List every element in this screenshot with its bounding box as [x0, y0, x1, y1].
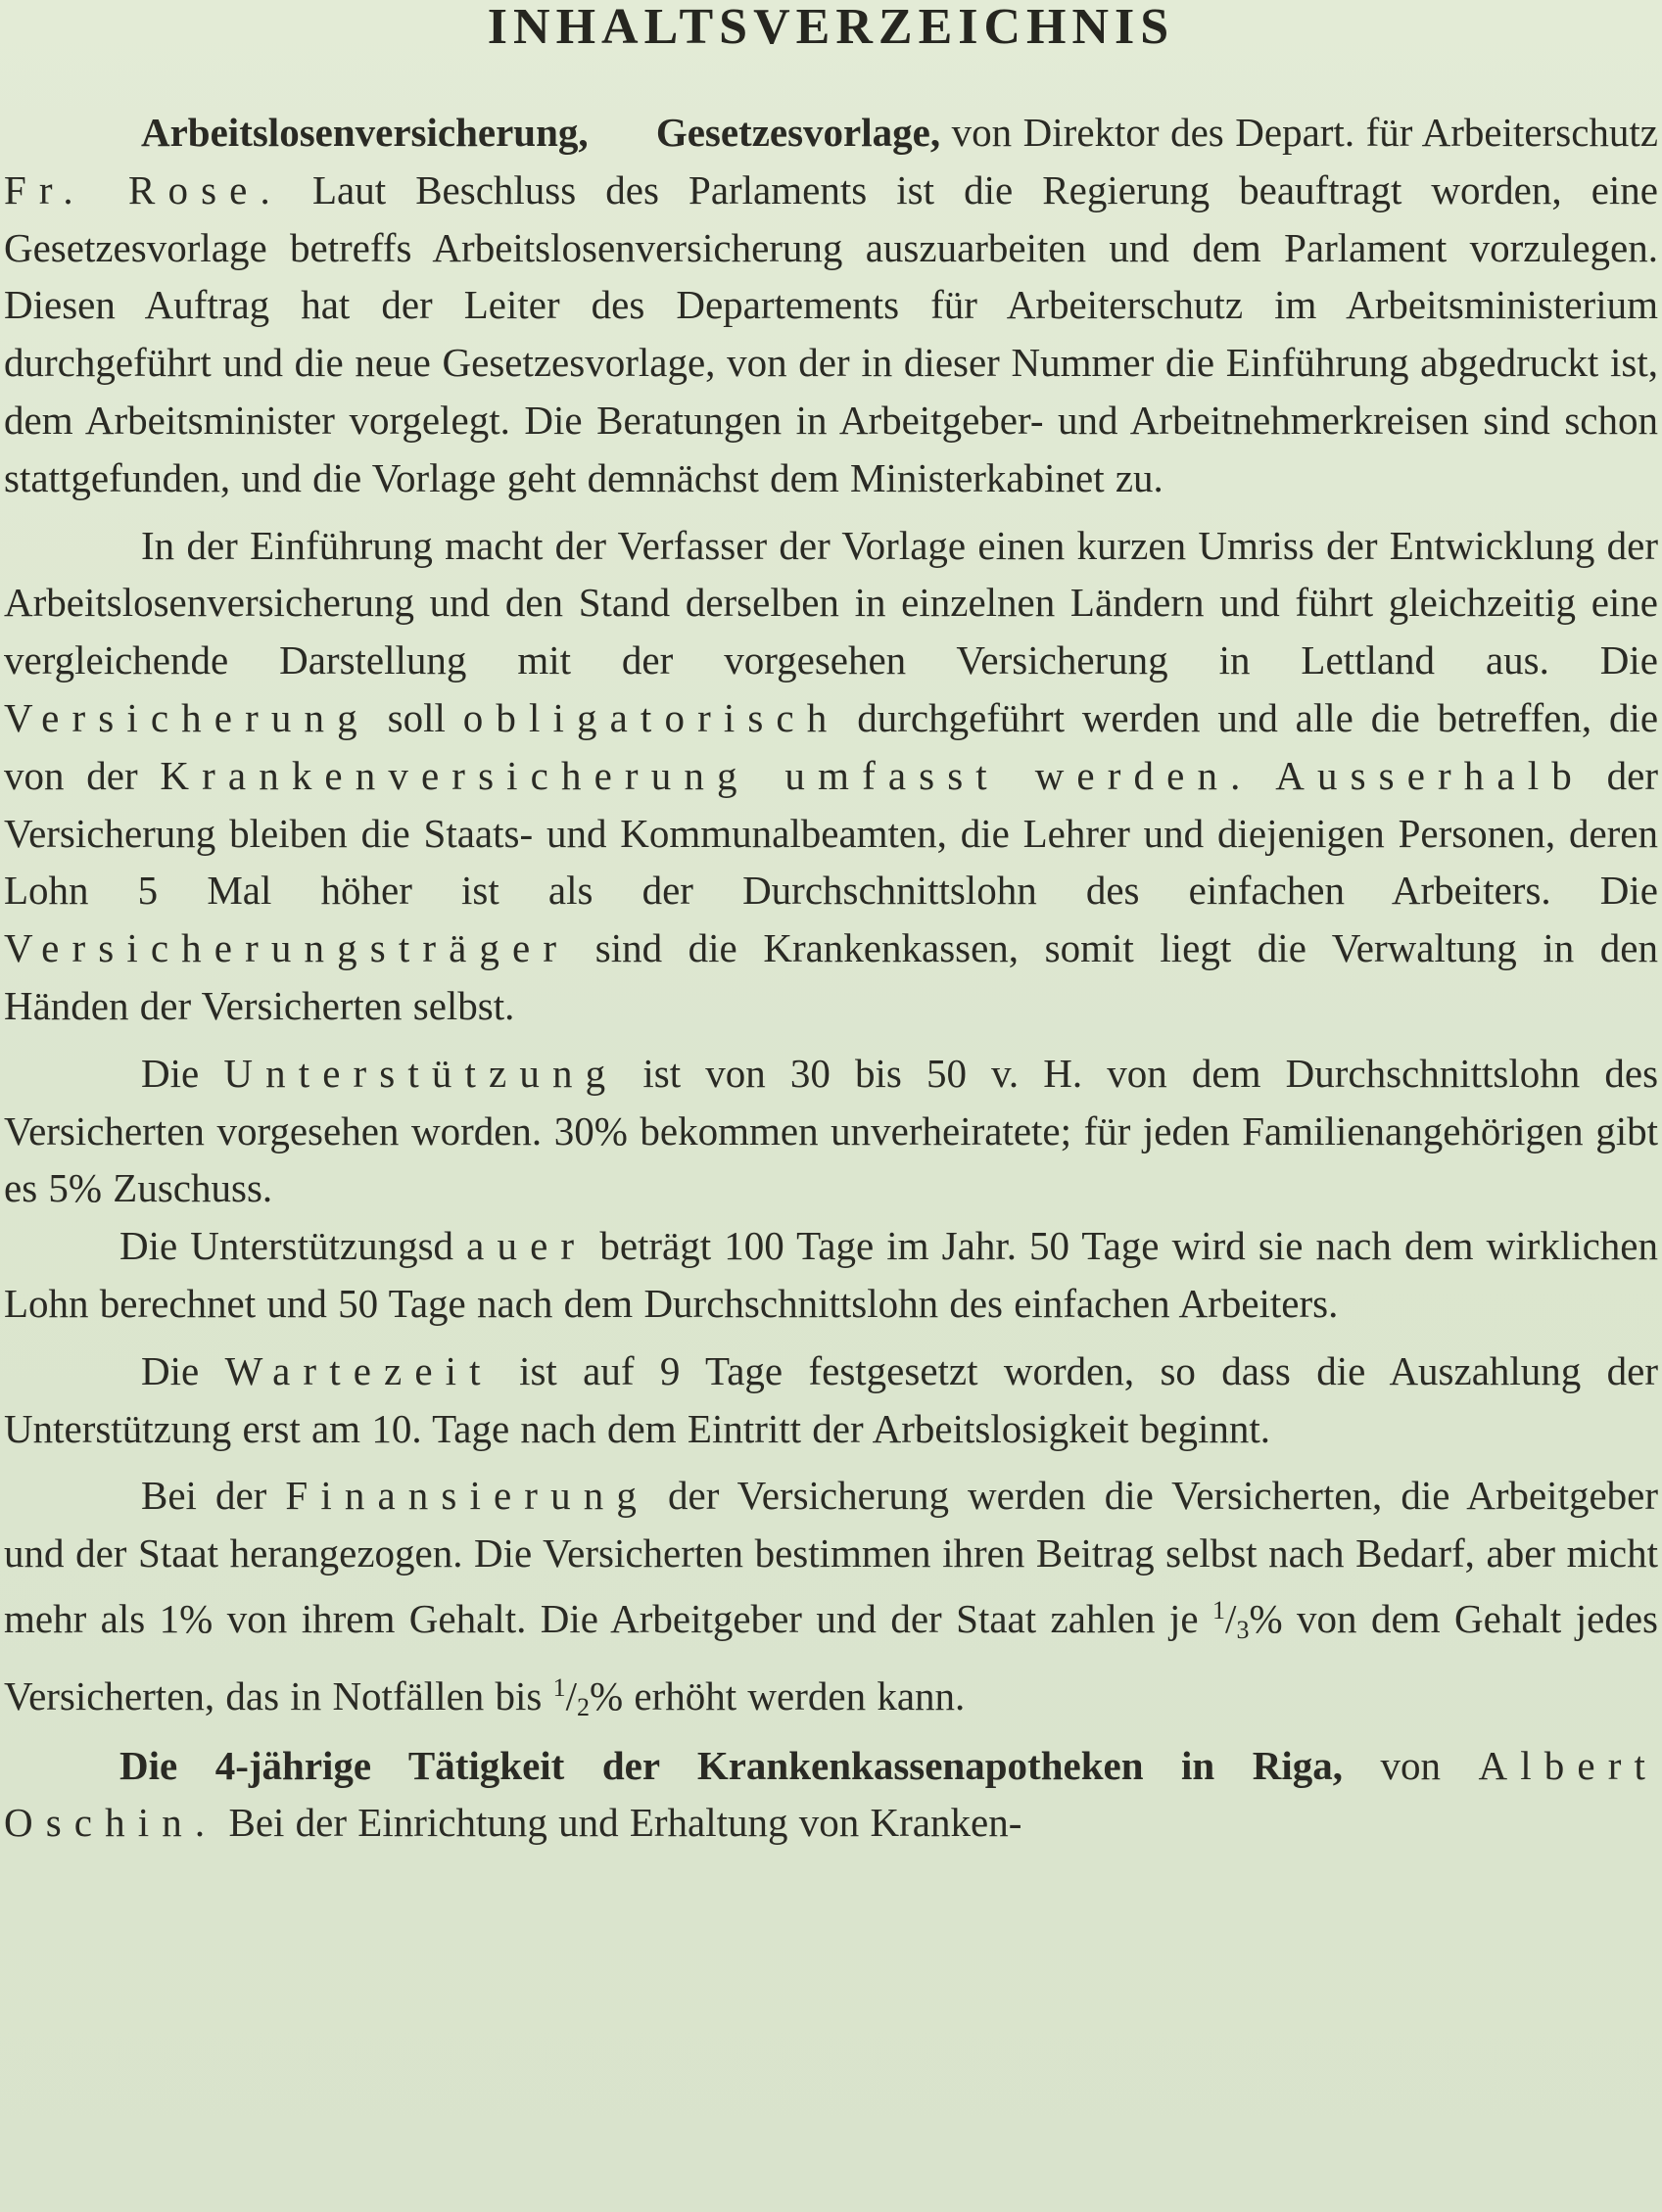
- spaced-term: dauer: [433, 1223, 588, 1269]
- text-run: soll: [387, 694, 446, 740]
- text-run: sind die Krankenkassen, somit liegt die Verwaltung in den Händen der Versicherten selbst.: [4, 925, 1659, 1028]
- text-run: beträgt 100 Tage im Jahr. 50 Tage wird sie nach dem wirklichen Lohn berechnet und 50 Tage nach dem Durchschnittslohn des einfachen Arbeiters.: [4, 1223, 1659, 1326]
- paragraph-dauer: [4, 1217, 1658, 1333]
- page-title: INHALTSVERZEICHNIS: [487, 0, 1175, 55]
- author-name: Fr. Rose.: [4, 166, 283, 212]
- article-heading-sub: Gesetzesvorlage,: [655, 110, 941, 155]
- spaced-term: Unterstützung: [223, 1050, 619, 1096]
- author-name: Albert Oschin.: [4, 1742, 1659, 1846]
- fraction-denominator: 3: [1236, 1615, 1250, 1644]
- spaced-term: obligatorisch: [462, 694, 840, 740]
- spaced-term: Krankenversicherung umfasst werden.: [160, 752, 1254, 798]
- paragraph-finansierung: [4, 1467, 1658, 1736]
- text-run: Die: [141, 1050, 200, 1096]
- fraction-one-third: $^1/_3$: [1212, 1595, 1250, 1644]
- paragraph-arbeitslosenversicherung: [4, 104, 1658, 507]
- spaced-term: Versicherungsträger: [4, 925, 570, 971]
- spaced-term: Wartezeit: [224, 1347, 494, 1393]
- text-run: der Versicherung werden die Versicherten, die Arbeitgeber und der Staat herangezogen. Die Versicherten bestimmen ihren Beitrag selbst nach Bedarf, aber micht mehr als 1% von ihrem Gehalt. Die Arbeitgeber und der Staat zahlen je: [4, 1473, 1659, 1641]
- fraction-numerator: 1: [552, 1672, 566, 1702]
- spaced-term: Ausserhalb: [1275, 752, 1585, 798]
- author-intro: von Direktor des Depart. für Arbeiterschutz: [951, 110, 1658, 155]
- spaced-term: Versicherung: [4, 694, 370, 740]
- fraction-numerator: 1: [1212, 1595, 1226, 1624]
- article-heading: Arbeitslosenversicherung,: [141, 110, 589, 155]
- text-run: ist von 30 bis 50 v. H. von dem Durchschnittslohn des Versicherten vorgesehen worden. 30% bekommen unverheiratete; für jeden Familienangehörigen gibt es 5% Zuschuss.: [4, 1050, 1659, 1211]
- text-run: ist auf 9 Tage festgesetzt worden, so dass die Auszahlung der Unterstützung erst am 10. Tage nach dem Eintritt der Arbeitslosigkeit beginnt.: [4, 1347, 1659, 1451]
- paragraph-unterstuetzung: [4, 1045, 1658, 1217]
- paragraph-wartezeit: [4, 1342, 1658, 1458]
- text-run: % von dem Gehalt jedes Versicherten, das in Notfällen bis: [4, 1595, 1659, 1718]
- paragraph-einfuehrung: [4, 517, 1658, 1035]
- text-run: von: [1380, 1742, 1442, 1788]
- text-run: Bei der: [141, 1473, 267, 1519]
- text-run: der Versicherung bleiben die Staats- und Kommunalbeamten, die Lehrer und diejenigen Personen, deren Lohn 5 Mal höher ist als der Durchschnittslohn des einfachen Arbeiters. Die: [4, 752, 1659, 914]
- article-heading: Die 4-jährige Tätigkeit der Krankenkassenapotheken in Riga,: [119, 1742, 1343, 1788]
- text-run: % erhöht werden kann.: [590, 1672, 966, 1718]
- text-run: Die: [141, 1347, 200, 1393]
- paragraph-krankenkassenapotheken: [4, 1737, 1658, 1853]
- text-run: durchgeführt werden und alle die betreffen, die von der: [4, 694, 1659, 798]
- fraction-denominator: 2: [577, 1692, 591, 1721]
- paragraph-text: Laut Beschluss des Parlaments ist die Regierung beauftragt worden, eine Gesetzesvorlage betreffs Arbeitslosenversicherung auszuarbeiten und dem Parlament vorzulegen. Diesen Auftrag hat der Leiter des Departements für Arbeiterschutz im Arbeitsministerium durchgeführt und die neue Gesetzesvorlage, von der in dieser Nummer die Einführung abgedruckt ist, dem Arbeitsminister vorgelegt. Die Beratungen in Arbeitgeber- und Arbeitnehmerkreisen sind schon stattgefunden, und die Vorlage geht demnächst dem Ministerkabinet zu.: [4, 166, 1659, 500]
- text-run: Bei der Einrichtung und Erhaltung von Kranken-: [228, 1800, 1022, 1846]
- spaced-term: Finansierung: [285, 1473, 649, 1519]
- fraction-one-half: $^1/_2$: [552, 1672, 591, 1721]
- text-run: Die Unterstützungs: [119, 1223, 434, 1269]
- text-run: In der Einführung macht der Verfasser der Vorlage einen kurzen Umriss der Entwicklung der Arbeitslosenversicherung und den Stand derselben in einzelnen Ländern und führt gleichzeitig eine vergleichende Darstellung mit der vorgesehen Versicherung in Lettland aus. Die: [4, 522, 1658, 683]
